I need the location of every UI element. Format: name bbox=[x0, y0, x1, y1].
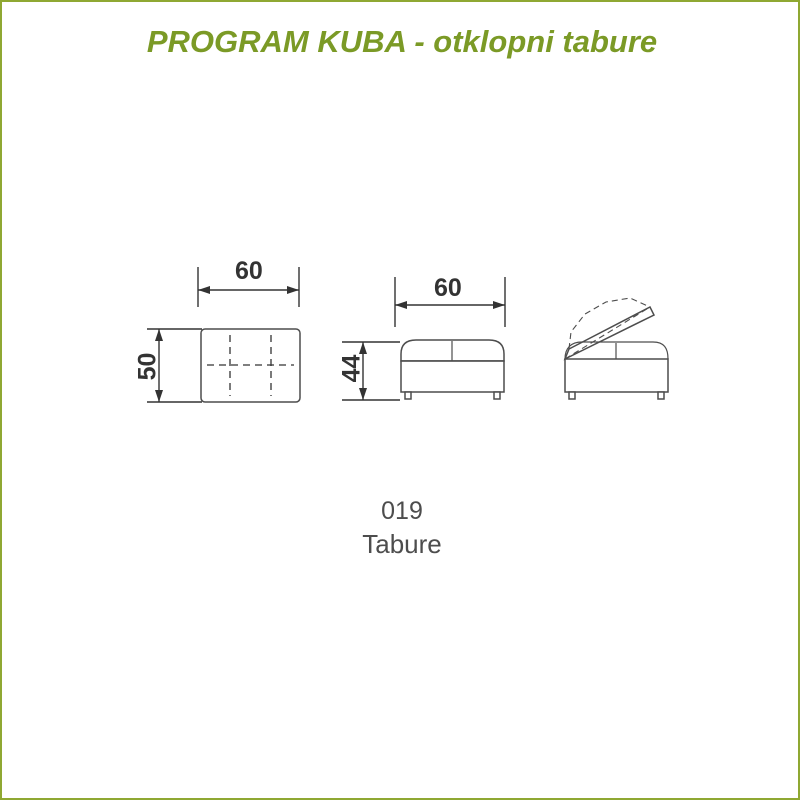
top-view-depth-label: 50 bbox=[133, 352, 162, 381]
top-view-width-label: 60 bbox=[235, 257, 263, 285]
technical-drawing bbox=[2, 2, 800, 802]
page-title: PROGRAM KUBA - otklopni tabure bbox=[146, 24, 658, 59]
front-view-height-label: 44 bbox=[337, 354, 366, 383]
item-name: Tabure bbox=[362, 529, 442, 559]
front-view-width-label: 60 bbox=[434, 274, 462, 302]
item-code: 019 bbox=[381, 497, 423, 525]
